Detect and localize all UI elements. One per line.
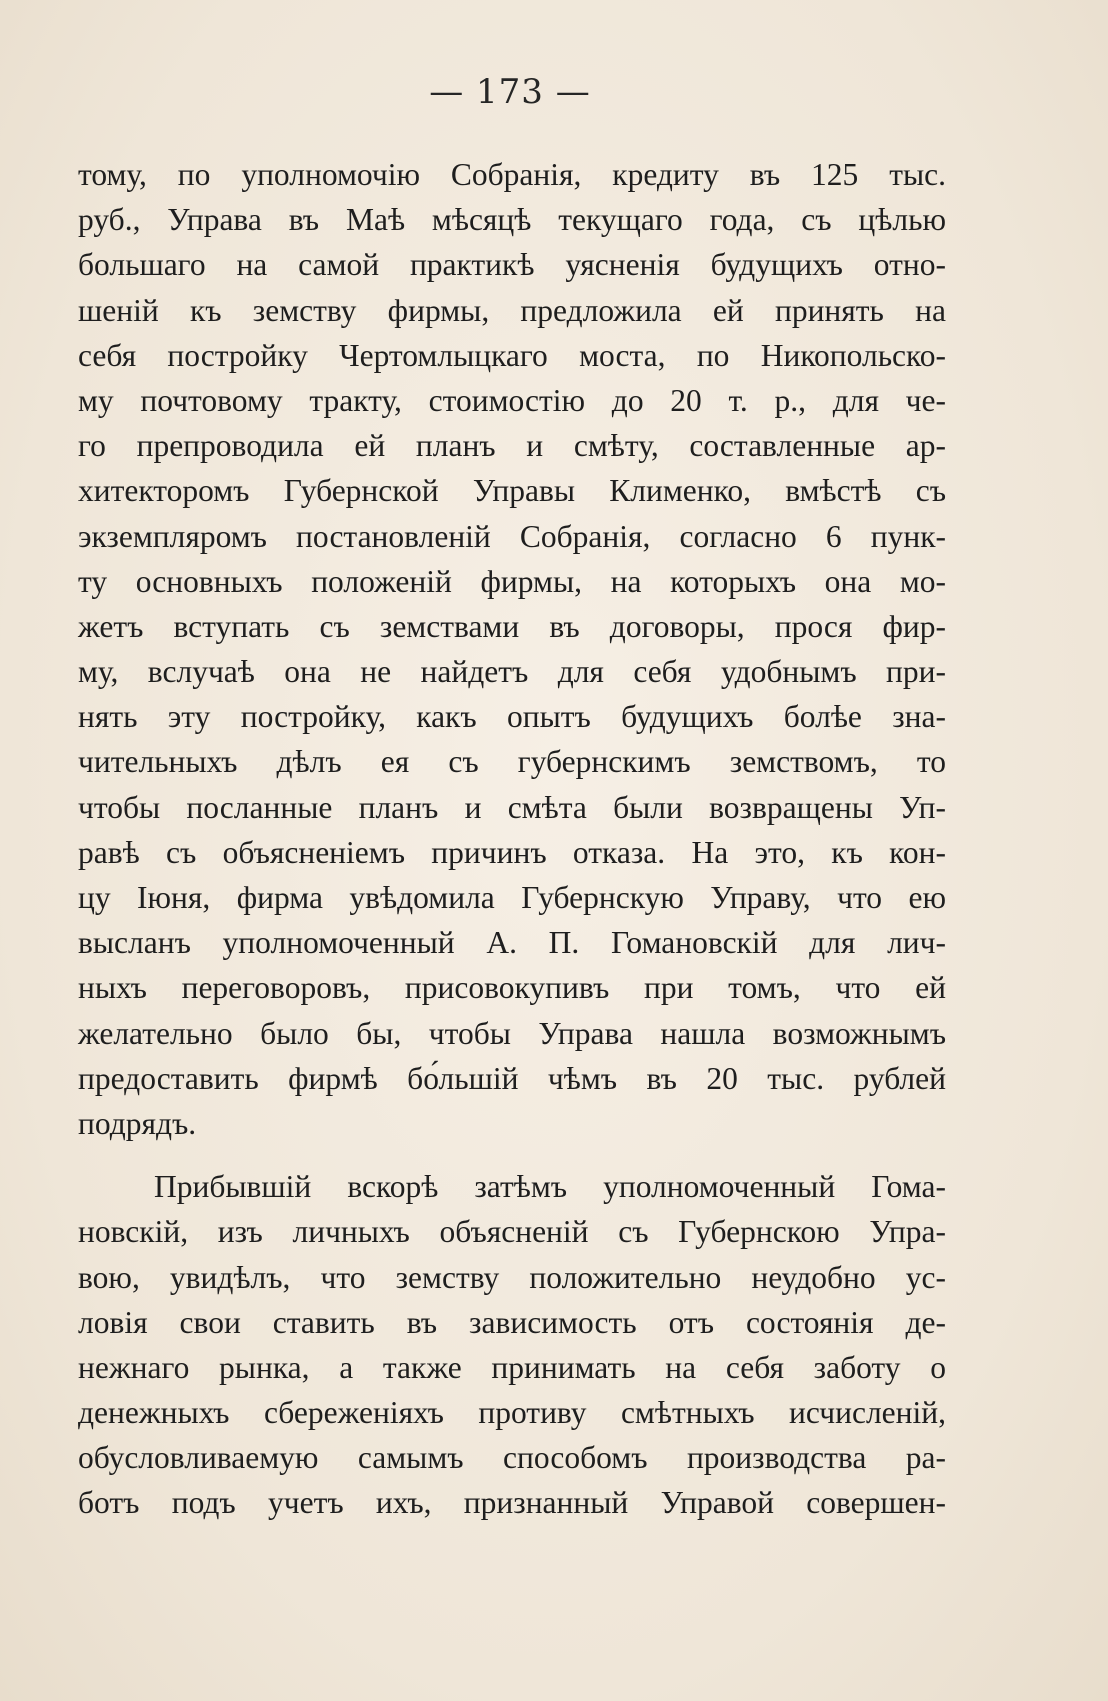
text-line: себя постройку Чертомлыцкаго моста, по Никопольско- — [78, 337, 946, 373]
paragraph-2 — [78, 1164, 946, 1526]
text-line: высланъ уполномоченный А. П. Гомановскій для лич- — [78, 925, 946, 961]
text-line: нежнаго рынка, а также принимать на себя заботу о — [78, 1349, 946, 1385]
text-line: желательно было бы, чтобы Управа нашла возможнымъ — [78, 1015, 946, 1051]
text-line: денежныхъ сбереженіяхъ противу смѣтныхъ исчисленій, — [78, 1395, 946, 1431]
text-line: большаго на самой практикѣ уясненія будущихъ отно- — [78, 247, 946, 283]
page-number: — 173 — — [429, 72, 591, 112]
text-line: ботъ подъ учетъ ихъ, признанный Управой совершен- — [78, 1485, 946, 1521]
text-line: вою, увидѣлъ, что земству положительно неудобно ус- — [78, 1259, 946, 1295]
text-line: чтобы посланные планъ и смѣта были возвращены Уп- — [78, 789, 946, 825]
text-line: подрядъ. — [78, 1105, 197, 1141]
paragraph-gap — [78, 1146, 946, 1164]
text-line: цу Іюня, фирма увѣдомила Губернскую Управу, что ею — [78, 880, 946, 915]
text-line: му, вслучаѣ она не найдетъ для себя удобнымъ при- — [78, 654, 946, 690]
text-line: экземпляромъ постановленій Собранія, согласно 6 пунк- — [78, 518, 946, 554]
text-line: руб., Управа въ Маѣ мѣсяцѣ текущаго года, съ цѣлью — [78, 202, 946, 238]
body-text — [78, 152, 946, 1526]
text-line: хитекторомъ Губернской Управы Клименко, вмѣстѣ съ — [78, 473, 946, 509]
text-line: ловія свои ставить въ зависимость отъ состоянія де- — [78, 1304, 946, 1340]
text-line: равѣ съ объясненіемъ причинъ отказа. На это, къ кон- — [78, 834, 946, 870]
text-line: ту основныхъ положеній фирмы, на которыхъ она мо- — [78, 563, 946, 599]
text-line: го препроводила ей планъ и смѣту, составленные ар- — [78, 428, 946, 464]
text-line: чительныхъ дѣлъ ея съ губернскимъ земствомъ, то — [78, 744, 946, 780]
paragraph-1 — [78, 152, 946, 1146]
text-line: жетъ вступать съ земствами въ договоры, прося фир- — [78, 608, 946, 644]
text-line: предоставить фирмѣ бо́льшій чѣмъ въ 20 тыс. рублей — [78, 1060, 946, 1096]
text-line: ныхъ переговоровъ, присовокупивъ при томъ, что ей — [78, 970, 946, 1006]
text-line: му почтовому тракту, стоимостію до 20 т. р., для че- — [78, 382, 946, 418]
text-line: обусловливаемую самымъ способомъ производства ра- — [78, 1440, 946, 1476]
text-line: новскій, изъ личныхъ объясненій съ Губернскою Упра- — [78, 1214, 946, 1250]
text-line: тому, по уполномочію Собранія, кредиту въ 125 тыс. — [78, 157, 946, 192]
text-line: нять эту постройку, какъ опытъ будущихъ болѣе зна- — [78, 699, 946, 735]
text-line: Прибывшій вскорѣ затѣмъ уполномоченный Гома- — [154, 1169, 946, 1205]
text-line: шеній къ земству фирмы, предложила ей принять на — [78, 292, 946, 328]
